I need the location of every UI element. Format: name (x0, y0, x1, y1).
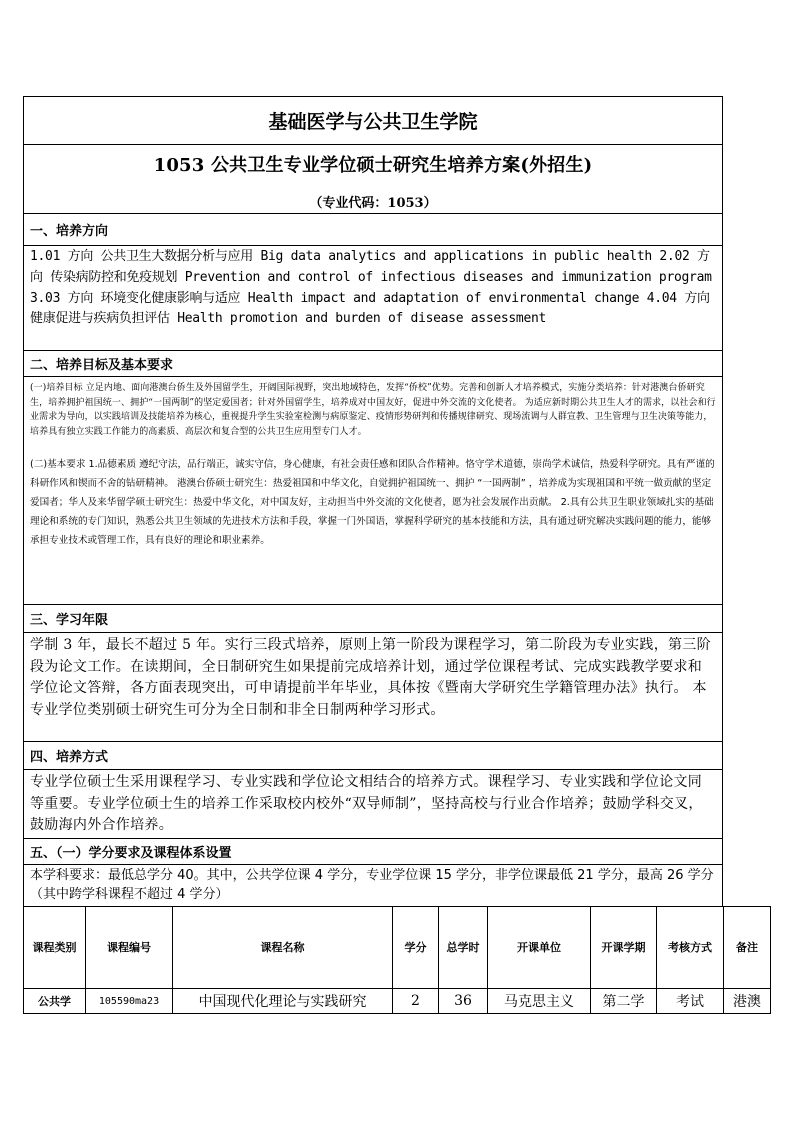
section-duration-heading (24, 605, 722, 633)
header-semester: 开课学期 (591, 907, 657, 989)
header-credits: 学分 (393, 907, 439, 989)
section-heading-text: 二、培养目标及基本要求 (30, 358, 174, 373)
cell-course-code: 105590ma23 (86, 989, 173, 1014)
school-title-row (24, 97, 722, 145)
section-heading-text: 三、学习年限 (30, 613, 109, 628)
section-training-mode-heading (24, 742, 722, 770)
section-objectives-body (24, 377, 722, 605)
header-course-category: 课程类别 (24, 907, 86, 989)
section-heading-text: 一、培养方向 (30, 224, 109, 239)
section-credits-body: 本学科要求：最低总学分 40。其中，公共学位课 4 学分，专业学位课 15 学分，非学位课最低 21 学分，最高 26 学分（其中跨学科课程不超过 4 学分） (30, 868, 714, 902)
training-goals-text: (一)培养目标 立足内地、面向港澳台侨生及外国留学生，开阔国际视野，突出地域特色，发挥“侨校”优势。完善和创新人才培养模式，实施分类培养：针对港澳台侨研究生，培养拥护祖国统一、拥护“一国两制”的坚定爱国者；针对外国留学生，培养成对中国友好，促进中外交流的文化使者。 为适应新时期公共卫生人才的需求，以社会和行业需求为导向，以实践培训及技能培养为核心，重视提升学生实验室检测与病原鉴定、疫情形势研判和传播规律研究、现场流调与人群宣教、卫生管理与卫生决策等能力，培养具有独立实践工作能力的高素质、高层次和复合型的公共卫生应用型专门人才。 (30, 383, 716, 437)
section-direction-heading (24, 214, 722, 246)
cell-offering-unit: 马克思主义 (488, 989, 591, 1014)
cell-remarks: 港澳 (724, 989, 771, 1014)
header-assessment: 考核方式 (657, 907, 724, 989)
cell-total-hours: 36 (439, 989, 488, 1014)
table-row (24, 989, 771, 1014)
header-course-code: 课程编号 (86, 907, 173, 989)
cell-course-name: 中国现代化理论与实践研究 (173, 989, 393, 1014)
section-credits-heading (24, 839, 722, 865)
section-direction-body: 1.01 方向 公共卫生大数据分析与应用 Big data analytics and applications in public health 2.02 方向 传染病防控和免疫规划 Prevention and control of infectious diseases and immunization program 3.03 方向 环境变化健康影响与适应 Health impact and adaptation of environmental change 4.04 方向 健康促进与疾病负担评估 Health promotion and burden of disease assessment (24, 246, 722, 351)
course-table (23, 906, 771, 1014)
header-offering-unit: 开课单位 (488, 907, 591, 989)
header-course-name: 课程名称 (173, 907, 393, 989)
cell-course-category: 公共学 (24, 989, 86, 1014)
section-duration-body: 学制 3 年，最长不超过 5 年。实行三段式培养，原则上第一阶段为课程学习，第二阶段为专业实践，第三阶段为论文工作。在读期间，全日制研究生如果提前完成培养计划，通过学位课程考试、完成实践教学要求和学位论文答辩，各方面表现突出，可申请提前半年毕业，具体按《暨南大学研究生学籍管理办法》执行。 本专业学位类别硕士研究生可分为全日制和非全日制两种学习形式。 (24, 633, 722, 742)
header-remarks: 备注 (724, 907, 771, 989)
program-title: 1053 公共卫生专业学位硕士研究生培养方案(外招生) (153, 155, 593, 176)
cell-credits: 2 (393, 989, 439, 1014)
program-code: （专业代码：1053） (309, 196, 437, 211)
program-title-row (24, 145, 722, 214)
section-training-mode-body: 专业学位硕士生采用课程学习、专业实践和学位论文相结合的培养方式。课程学习、专业实践和学位论文同等重要。专业学位硕士生的培养工作采取校内校外“双导师制”，坚持高校与行业合作培养；鼓励学科交叉，鼓励海内外合作培养。 (24, 770, 722, 839)
cell-assessment: 考试 (657, 989, 724, 1014)
cell-semester: 第二学 (591, 989, 657, 1014)
school-title: 基础医学与公共卫生学院 (268, 111, 478, 133)
basic-requirements-text: (二)基本要求 1.品德素质 遵纪守法，品行端正，诚实守信，身心健康，有社会责任感和团队合作精神。恪守学术道德，崇尚学术诚信，热爱科学研究。具有严谨的科研作风和锲而不舍的钻研精神。 港澳台侨硕士研究生：热爱祖国和中华文化，自觉拥护祖国统一、拥护 “一国两制” ，培养成为实现祖国和平统一做贡献的坚定爱国者；华人及来华留学硕士研究生：热爱中华文化，对中国友好，主动担当中外交流的文化使者，愿为社会发展作出贡献。 2.具有公共卫生职业领域扎实的基础理论和系统的专门知识，熟悉公共卫生领域的先进技术方法和手段，掌握一门外国语，掌握科学研究的基本技能和方法，具有通过研究解决实践问题的能力，能够承担专业技术或管理工作，具有良好的理论和职业素养。 (30, 459, 715, 546)
course-table-header-row (24, 907, 771, 989)
section-heading-text: 五、（一）学分要求及课程体系设置 (30, 846, 232, 861)
section-objectives-heading (24, 351, 722, 377)
section-heading-text: 四、培养方式 (30, 750, 109, 765)
header-total-hours: 总学时 (439, 907, 488, 989)
training-plan-frame (23, 96, 723, 907)
